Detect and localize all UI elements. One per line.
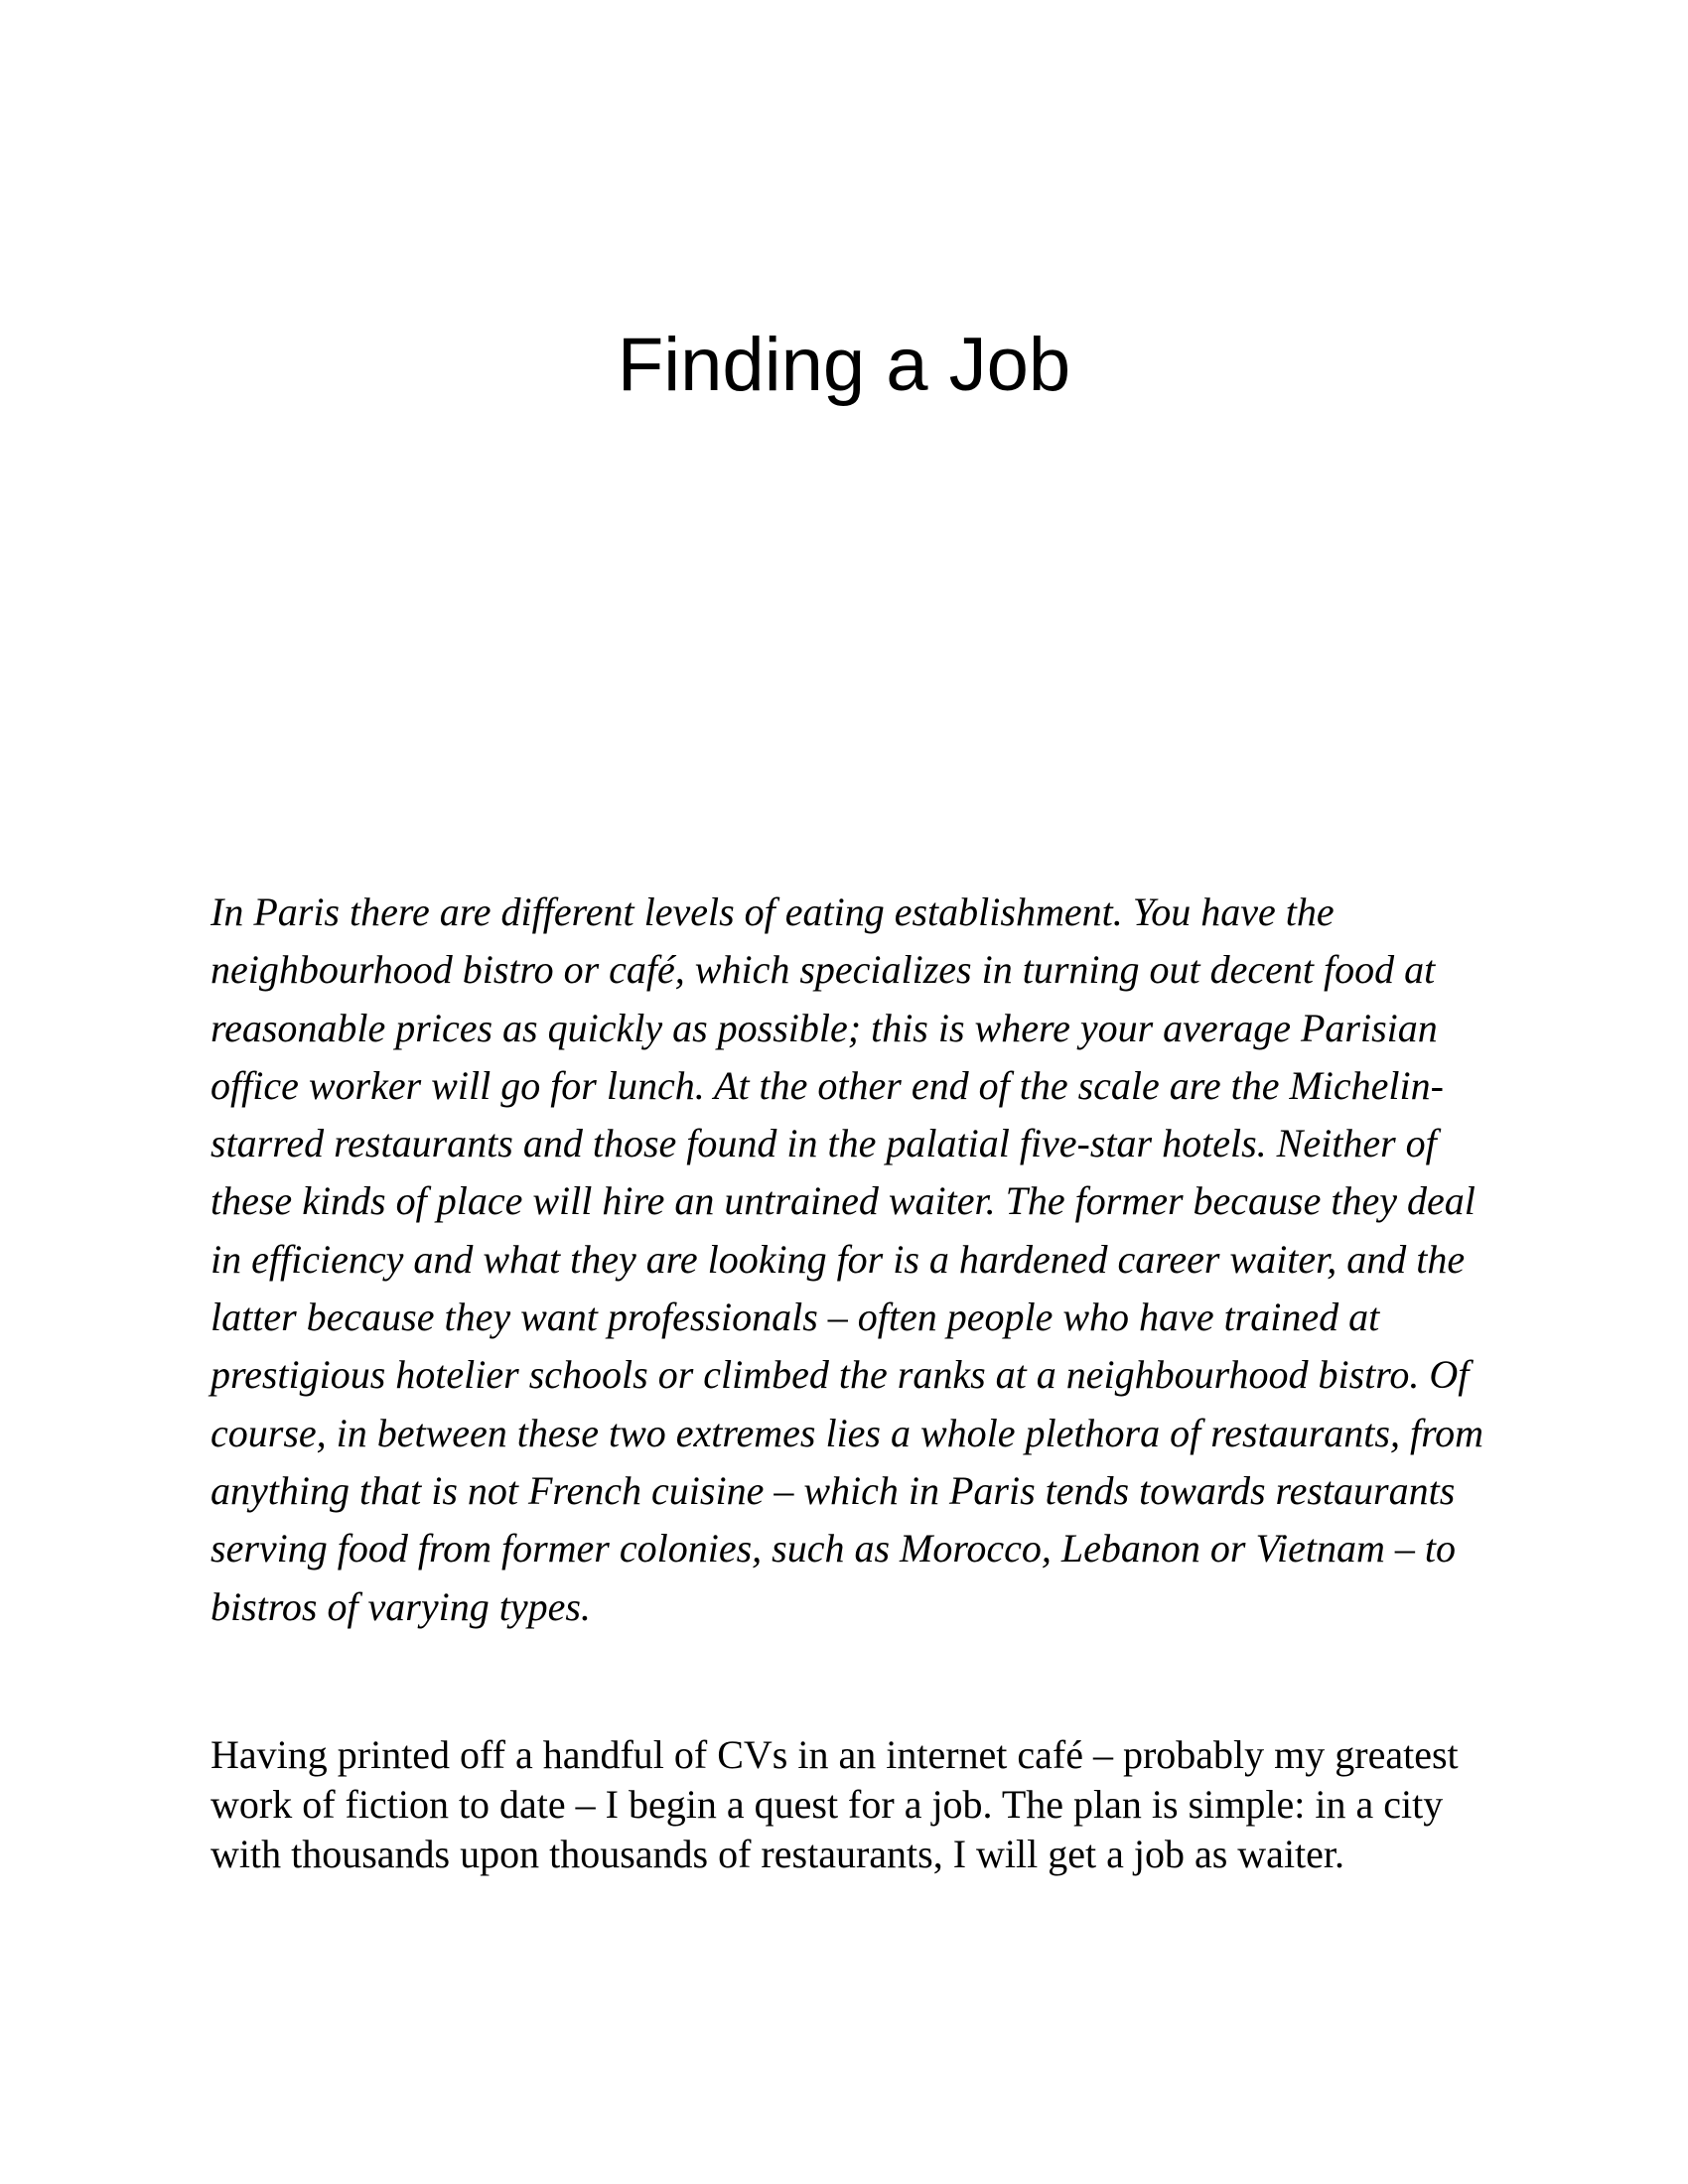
- chapter-title: Finding a Job: [617, 323, 1071, 407]
- body-paragraph: Having printed off a handful of CVs in an internet café – probably my greatest work of fiction to date – I begin a quest for a job. The plan is simple: in a city with thousands upon thousands of restaurants, I will get a job as waiter.: [211, 1732, 1459, 1876]
- epigraph-paragraph: In Paris there are different levels of eating establishment. You have the neighbourhood bistro or café, which specializes in turning out decent food at reasonable prices as quickly as possible; this is where your average Parisian office worker will go for lunch. At the other end of the scale are the Michelin-starred restaurants and those found in the palatial five-star hotels. Neither of these kinds of place will hire an untrained waiter. The former because they deal in efficiency and what they are looking for is a hardened career waiter, and the latter because they want professionals – often people who have trained at prestigious hotelier schools or climbed the ranks at a neighbourhood bistro. Of course, in between these two extremes lies a whole plethora of restaurants, from anything that is not French cuisine – which in Paris tends towards restaurants serving food from former colonies, such as Morocco, Lebanon or Vietnam – to bistros of varying types.: [211, 889, 1484, 1629]
